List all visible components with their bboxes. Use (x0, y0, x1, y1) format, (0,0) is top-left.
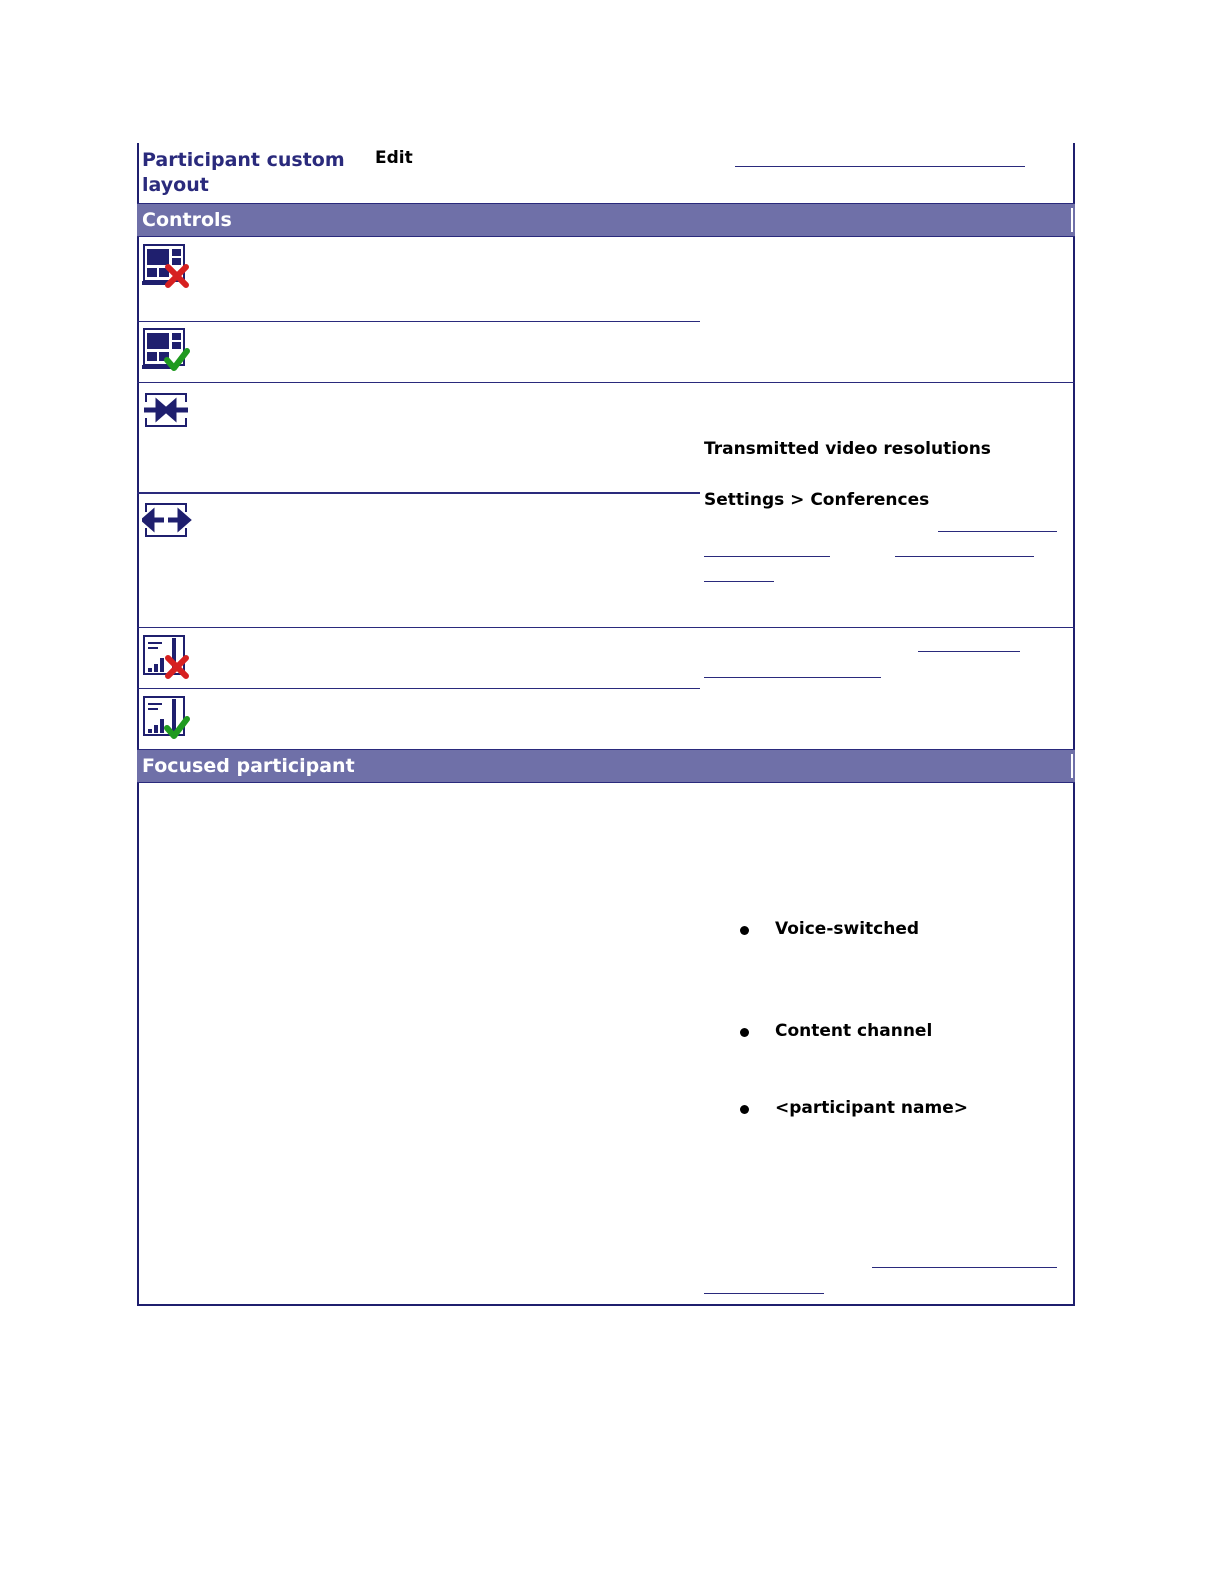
statistics-enable-icon (142, 695, 192, 741)
bullet-marker (740, 1028, 749, 1037)
link-underline[interactable] (704, 677, 881, 678)
layout-disable-icon (142, 243, 192, 289)
link-underline[interactable] (704, 581, 774, 582)
row-divider (137, 627, 1075, 628)
link-underline[interactable] (938, 531, 1057, 532)
link-underline[interactable] (872, 1267, 1057, 1268)
settings-conferences-path: Settings > Conferences (704, 490, 930, 510)
statistics-disable-icon (142, 634, 192, 680)
bullet-marker (740, 1105, 749, 1114)
row-divider (137, 688, 700, 689)
section-header-edge (1071, 208, 1073, 232)
participant-custom-layout-term[interactable] (142, 148, 345, 198)
section-title-controls: Controls (142, 209, 232, 231)
link-underline[interactable] (735, 166, 1025, 167)
edit-action[interactable]: Edit (375, 148, 413, 168)
row-divider (137, 321, 700, 322)
row-divider (137, 492, 700, 494)
option-participant-name: <participant name> (775, 1098, 968, 1118)
arrows-inward-icon (142, 390, 192, 436)
layout-enable-icon (142, 327, 192, 373)
link-underline[interactable] (704, 1293, 824, 1294)
arrows-outward-icon (142, 500, 192, 546)
link-underline[interactable] (895, 556, 1034, 557)
table-frame (137, 143, 1075, 1306)
option-voice-switched: Voice-switched (775, 919, 920, 939)
term-line-1: Participant custom (142, 149, 345, 171)
link-underline[interactable] (704, 556, 830, 557)
section-header-focused-participant (137, 749, 1075, 783)
bullet-marker (740, 926, 749, 935)
transmitted-video-resolutions-heading: Transmitted video resolutions (704, 439, 991, 459)
section-title-focused-participant: Focused participant (142, 755, 355, 777)
section-header-controls (137, 203, 1075, 237)
option-content-channel: Content channel (775, 1021, 933, 1041)
row-divider (137, 382, 1075, 383)
term-line-2: layout (142, 174, 209, 196)
section-header-edge (1071, 754, 1073, 778)
link-underline[interactable] (918, 651, 1020, 652)
